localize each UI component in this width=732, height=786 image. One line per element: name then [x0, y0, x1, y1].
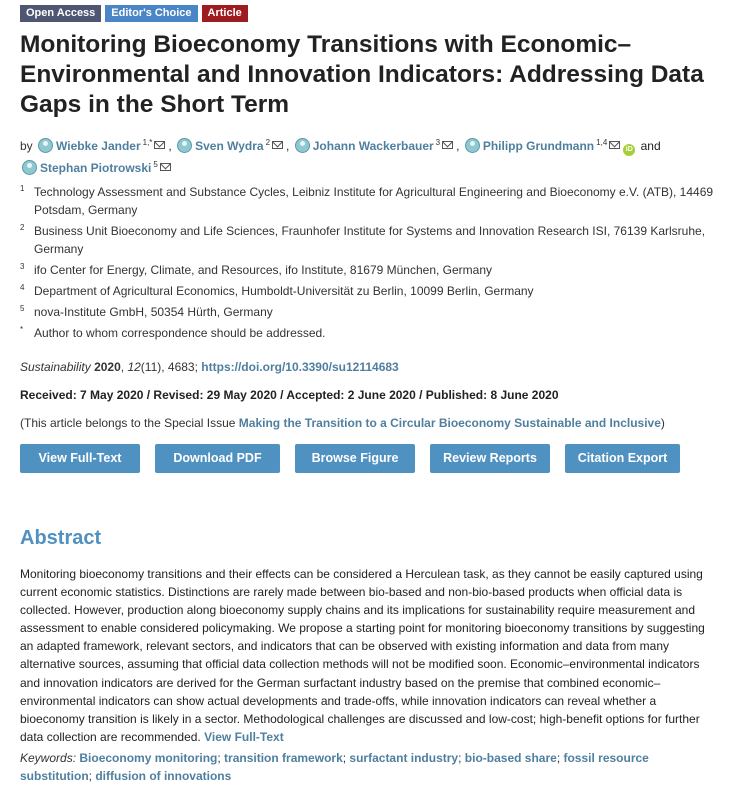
affiliation-text: Business Unit Bioeconomy and Life Sciences, Fraunhofer Institute for Systems and Innovation Research ISI, 76139 Karlsruhe, Germany — [34, 224, 706, 256]
action-buttons — [20, 444, 680, 473]
affiliation-number: 2 — [20, 223, 25, 232]
affiliation-list — [20, 183, 720, 345]
open-access-badge[interactable]: Open Access — [20, 5, 101, 22]
author-affiliation-sup: 2 — [265, 138, 271, 147]
by-label: by — [20, 139, 33, 153]
author-affiliation-sup: 1,4 — [596, 138, 608, 147]
affiliation-item — [20, 222, 720, 258]
view-full-text-button[interactable]: View Full-Text — [20, 444, 140, 473]
review-reports-button[interactable]: Review Reports — [430, 444, 550, 473]
article-type-badge: Article — [202, 5, 248, 22]
author-piotrowski[interactable] — [20, 161, 174, 175]
mail-icon[interactable] — [609, 141, 620, 149]
citation-line: Sustainability 2020, 12(11), 4683; https://doi.org/10.3390/su12114683 — [20, 360, 399, 374]
article-title: Monitoring Bioeconomy Transitions with Economic–Environmental and Innovation Indicators: Addressing Data Gaps in the Short Term — [20, 31, 704, 118]
keyword-link[interactable]: diffusion of innovations — [95, 769, 232, 783]
affiliation-text: Technology Assessment and Substance Cycles, Leibniz Institute for Agricultural Engineering and Bioeconomy e.V. (ATB), 14469 Potsdam, Germany — [34, 185, 714, 217]
doi-link[interactable]: https://doi.org/10.3390/su12114683 — [201, 360, 399, 374]
citation-volume: 12 — [127, 360, 141, 374]
affiliation-text: nova-Institute GmbH, 50354 Hürth, Germany — [34, 305, 273, 319]
special-issue-note — [20, 416, 665, 430]
affiliation-item — [20, 261, 720, 279]
affiliation-text: Department of Agricultural Economics, Humboldt-Universität zu Berlin, 10099 Berlin, Germany — [34, 284, 534, 298]
author-name[interactable]: Stephan Piotrowski — [40, 161, 152, 175]
mail-icon[interactable] — [442, 141, 453, 149]
author-avatar-icon — [295, 138, 310, 153]
affiliation-number: 5 — [20, 304, 25, 313]
author-avatar-icon — [177, 138, 192, 153]
download-pdf-button[interactable]: Download PDF — [155, 444, 280, 473]
mail-icon[interactable] — [272, 141, 283, 149]
abstract-body — [20, 565, 712, 746]
article-badges — [20, 5, 248, 22]
affiliation-item — [20, 324, 720, 342]
affiliation-item — [20, 183, 720, 219]
special-issue-link[interactable]: Making the Transition to a Circular Bioeconomy Sustainable and Inclusive — [238, 416, 661, 430]
keyword-link[interactable]: Bioeconomy monitoring — [79, 751, 218, 765]
author-grundmann[interactable] — [463, 139, 637, 153]
affiliation-number: 3 — [20, 262, 25, 271]
author-affiliation-sup: 1,* — [142, 138, 153, 147]
affiliation-number: 4 — [20, 283, 25, 292]
author-jander[interactable]: Wiebke Jander $^{1,*}$ , — [36, 139, 172, 153]
author-avatar-icon — [22, 160, 37, 175]
keyword-link[interactable]: surfactant industry — [349, 751, 459, 765]
journal-name: Sustainability — [20, 360, 91, 374]
mail-icon[interactable] — [160, 163, 171, 171]
author-avatar-icon — [38, 138, 53, 153]
abstract-heading: Abstract — [20, 527, 102, 549]
author-name[interactable]: Sven Wydra — [195, 139, 264, 153]
keyword-link[interactable]: transition framework — [224, 751, 343, 765]
author-name[interactable]: Wiebke Jander — [56, 139, 141, 153]
keyword-link[interactable]: bio-based share — [464, 751, 557, 765]
author-list — [20, 134, 720, 177]
mail-icon[interactable] — [154, 141, 165, 149]
author-affiliation-sup: 3 — [435, 138, 441, 147]
author-name[interactable]: Johann Wackerbauer — [312, 139, 434, 153]
affiliation-item — [20, 282, 720, 300]
keywords-section: Keywords: Bioeconomy monitoring; transition framework; surfactant industry; bio-based share; fossil resource substitution; diffusion of innovations — [20, 751, 649, 783]
citation-issue: (11), 4683; — [140, 360, 198, 374]
author-wackerbauer[interactable]: Johann Wackerbauer $^3$ , — [293, 139, 460, 153]
affiliation-number: 1 — [20, 184, 25, 193]
publication-dates: Received: 7 May 2020 / Revised: 29 May 2020 / Accepted: 2 June 2020 / Published: 8 June 2020 — [20, 388, 559, 402]
author-name[interactable]: Philipp Grundmann — [482, 139, 595, 153]
citation-export-button[interactable]: Citation Export — [565, 444, 680, 473]
abstract-full-text-link[interactable]: View Full-Text — [204, 729, 284, 744]
keyword-link[interactable]: fossil resource substitution — [20, 751, 649, 783]
author-affiliation-sup: 5 — [153, 160, 158, 169]
affiliation-text: ifo Center for Energy, Climate, and Resources, ifo Institute, 81679 München, Germany — [34, 263, 493, 277]
author-avatar-icon — [465, 138, 480, 153]
special-issue-prefix: (This article belongs to the Special Issue — [20, 416, 236, 430]
keywords-label: Keywords: — [20, 751, 77, 765]
special-issue-suffix: ) — [660, 416, 665, 430]
and-label: and — [640, 139, 661, 153]
affiliation-text: Author to whom correspondence should be addressed. — [34, 326, 326, 340]
author-wydra[interactable]: Sven Wydra $^2$ , — [175, 139, 289, 153]
affiliation-number: * — [20, 325, 24, 334]
editors-choice-badge[interactable]: Editor's Choice — [105, 5, 197, 22]
orcid-icon[interactable]: iD — [623, 144, 635, 156]
abstract-text: Monitoring bioeconomy transitions and their effects can be considered a Herculean task, as they cannot be easily captured using current economic statistics. Distinctions are rarely made between bio-based and non-bio-based products when official data is collected. However, production along bioeconomy supply chains and its implications for sustainability require measurement and assessment to enable considered policymaking. We propose a starting point for monitoring bioeconomy transitions by suggesting an adapted framework, relevant sectors, and indicators that can be observed with existing information and data from many alternative sources, assuming that official data collection methods will not be modified soon. Economic–environmental indicators and innovation indicators are derived for the German surfactant industry based on the premise that combined economic–environmental indicators can show actual developments and trade-offs, while innovation indicators can reveal whether a bioeconomy transition is likely in a sector. Methodological challenges are discussed and low-cost; high-benefit options for further data collection are recommended. — [20, 567, 705, 744]
affiliation-item — [20, 303, 720, 321]
browse-figure-button[interactable]: Browse Figure — [295, 444, 415, 473]
citation-year: 2020 — [94, 360, 121, 374]
